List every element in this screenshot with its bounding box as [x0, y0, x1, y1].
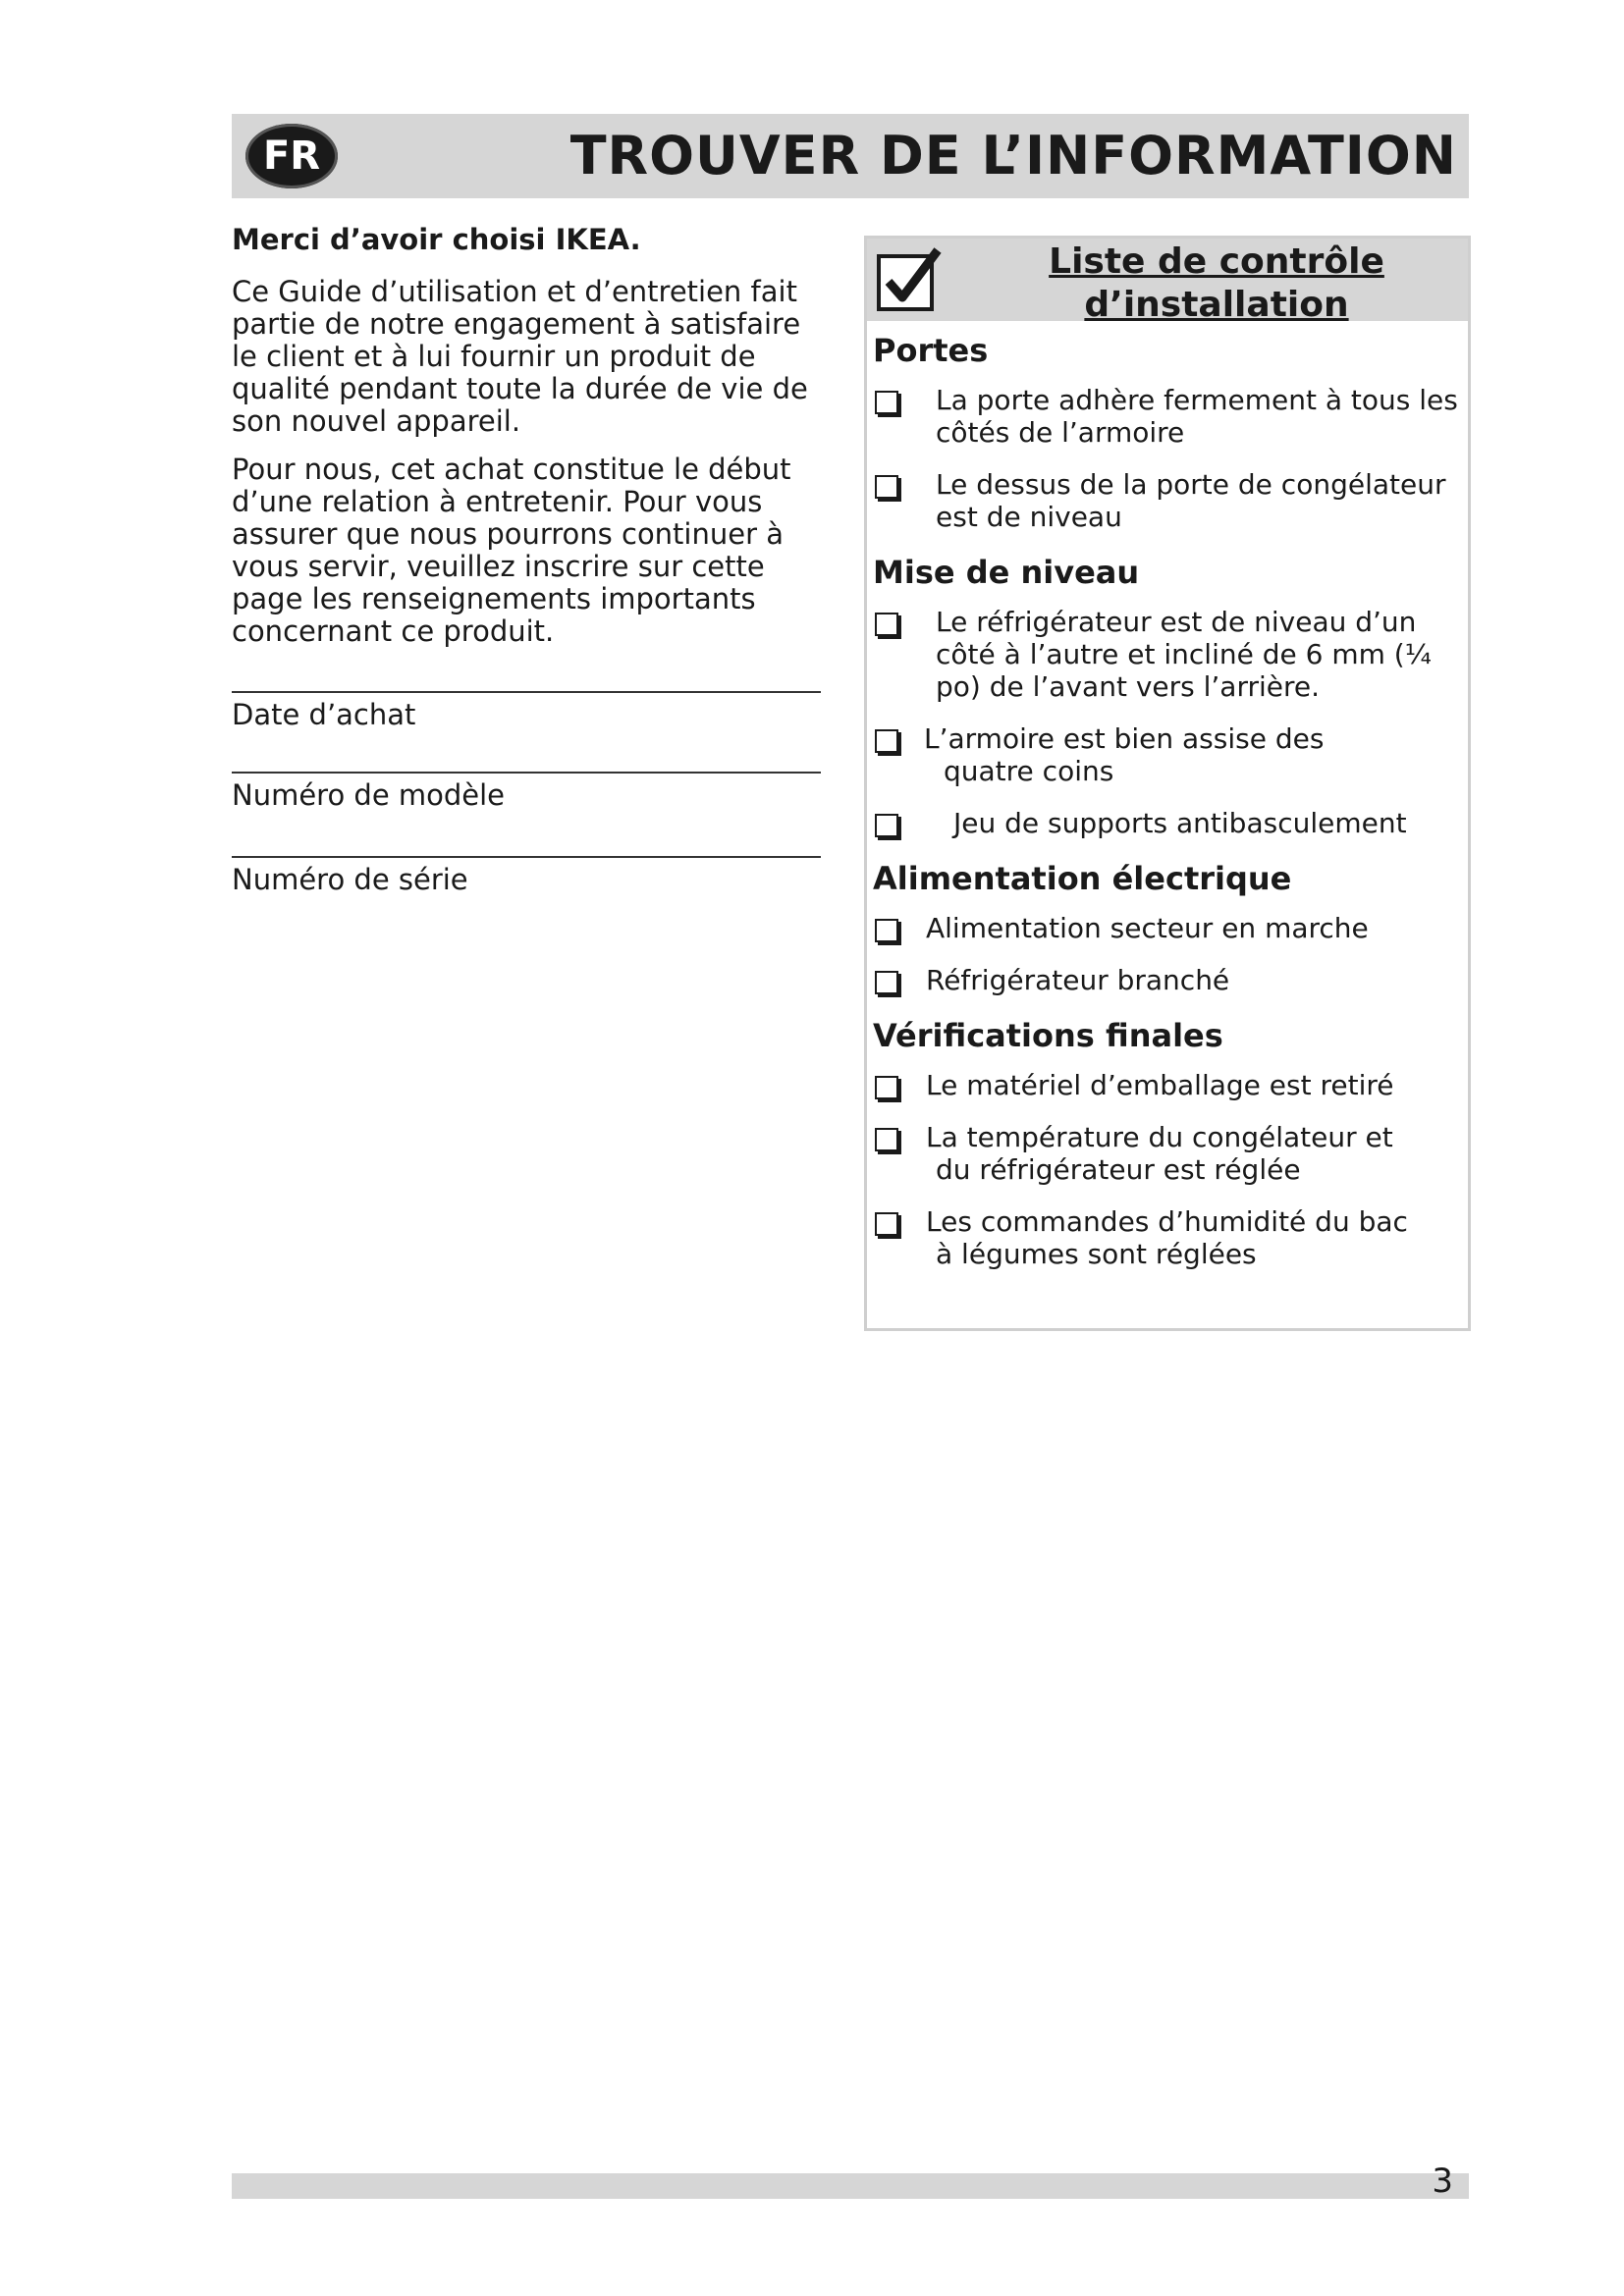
intro-paragraph-1: Ce Guide d’utilisation et d’entretien fait partie de notre engagement à satisfaire le client et à lui fournir un produit de qualité pendant toute la durée de vie de son nouvel appareil.: [232, 275, 808, 438]
checkbox-icon[interactable]: [875, 729, 898, 753]
checkbox-icon[interactable]: [875, 391, 898, 414]
section-leveling-title: Mise de niveau: [873, 554, 1140, 591]
checklist-item-text-line2: à légumes sont réglées: [936, 1238, 1257, 1270]
checklist-item[interactable]: [873, 912, 1462, 944]
checkbox-icon[interactable]: [875, 919, 898, 942]
checklist-item[interactable]: [873, 1205, 1462, 1270]
checkbox-icon[interactable]: [875, 1076, 898, 1099]
section-doors-title: Portes: [873, 332, 989, 369]
checklist-item-text: Jeu de supports antibasculement: [953, 807, 1407, 839]
thanks-heading: Merci d’avoir choisi IKEA.: [232, 223, 641, 256]
checklist-item-text-line2: du réfrigérateur est réglée: [936, 1153, 1301, 1186]
page-title: TROUVER DE L’INFORMATION: [569, 125, 1457, 187]
serial-number-field[interactable]: [232, 856, 825, 897]
checklist-item-text: Réfrigérateur branché: [926, 964, 1230, 996]
checklist-item-text: Alimentation secteur en marche: [926, 912, 1369, 944]
checkmark-icon: [877, 246, 942, 311]
page-number: 3: [1432, 2162, 1453, 2201]
checklist-body: [867, 321, 1468, 1270]
purchase-date-line: [232, 691, 821, 693]
section-power-title: Alimentation électrique: [873, 860, 1292, 897]
model-number-field[interactable]: [232, 772, 825, 813]
serial-number-label: Numéro de série: [232, 863, 468, 896]
checkbox-icon[interactable]: [875, 1128, 898, 1151]
checklist-item[interactable]: [873, 964, 1462, 996]
checklist-title-line1: Liste de contrôle: [1049, 241, 1384, 282]
section-final-title: Vérifications finales: [873, 1017, 1223, 1054]
checklist-item-text: Le réfrigérateur est de niveau d’un côté à l’autre et incliné de 6 mm (¼ po) de l’avant vers l’arrière.: [936, 606, 1432, 703]
checklist-item[interactable]: [873, 722, 1462, 787]
checklist-item[interactable]: [873, 1121, 1462, 1186]
checklist-title: [965, 240, 1468, 327]
checklist-item-text: Le matériel d’emballage est retiré: [926, 1069, 1394, 1101]
checklist-item-text-line1: L’armoire est bien assise des: [924, 722, 1325, 755]
checkbox-icon[interactable]: [875, 1212, 898, 1236]
checklist-item-text: La porte adhère fermement à tous les côtés de l’armoire: [936, 384, 1458, 449]
checklist-header: [867, 239, 1468, 325]
serial-number-line: [232, 856, 821, 858]
model-number-label: Numéro de modèle: [232, 778, 506, 812]
purchase-date-field[interactable]: [232, 691, 825, 732]
checklist-title-line2: d’installation: [1084, 285, 1349, 325]
header-bar: [232, 114, 1469, 198]
checklist-item-text-line1: La température du congélateur et: [926, 1121, 1393, 1153]
checkbox-icon[interactable]: [875, 613, 898, 636]
checklist-item[interactable]: [873, 606, 1462, 703]
footer-bar: [232, 2162, 1469, 2201]
checklist-item-text: [926, 1121, 1393, 1186]
checklist-item[interactable]: [873, 1069, 1462, 1101]
model-number-line: [232, 772, 821, 774]
checklist-item[interactable]: [873, 807, 1462, 839]
purchase-date-label: Date d’achat: [232, 698, 416, 731]
intro-paragraph-2: Pour nous, cet achat constitue le début d’une relation à entretenir. Pour vous assurer que nous pourrons continuer à vous servir, veuillez inscrire sur cette page les renseignements importants concernant ce produit.: [232, 453, 791, 648]
intro-column: [232, 224, 825, 897]
checklist-item[interactable]: [873, 384, 1462, 449]
checklist-item-text-line1: Les commandes d’humidité du bac: [926, 1205, 1408, 1238]
installation-checklist: [864, 236, 1471, 1331]
checklist-item-text-line2: quatre coins: [944, 755, 1114, 787]
checkbox-icon[interactable]: [875, 814, 898, 837]
language-badge: FR: [245, 124, 338, 188]
checkbox-icon[interactable]: [875, 971, 898, 994]
checkbox-icon[interactable]: [875, 475, 898, 499]
checklist-item-text: Le dessus de la porte de congélateur est de niveau: [936, 468, 1446, 533]
checklist-item-text: [926, 1205, 1408, 1270]
checklist-item-text: [924, 722, 1324, 787]
checklist-item[interactable]: [873, 468, 1462, 533]
